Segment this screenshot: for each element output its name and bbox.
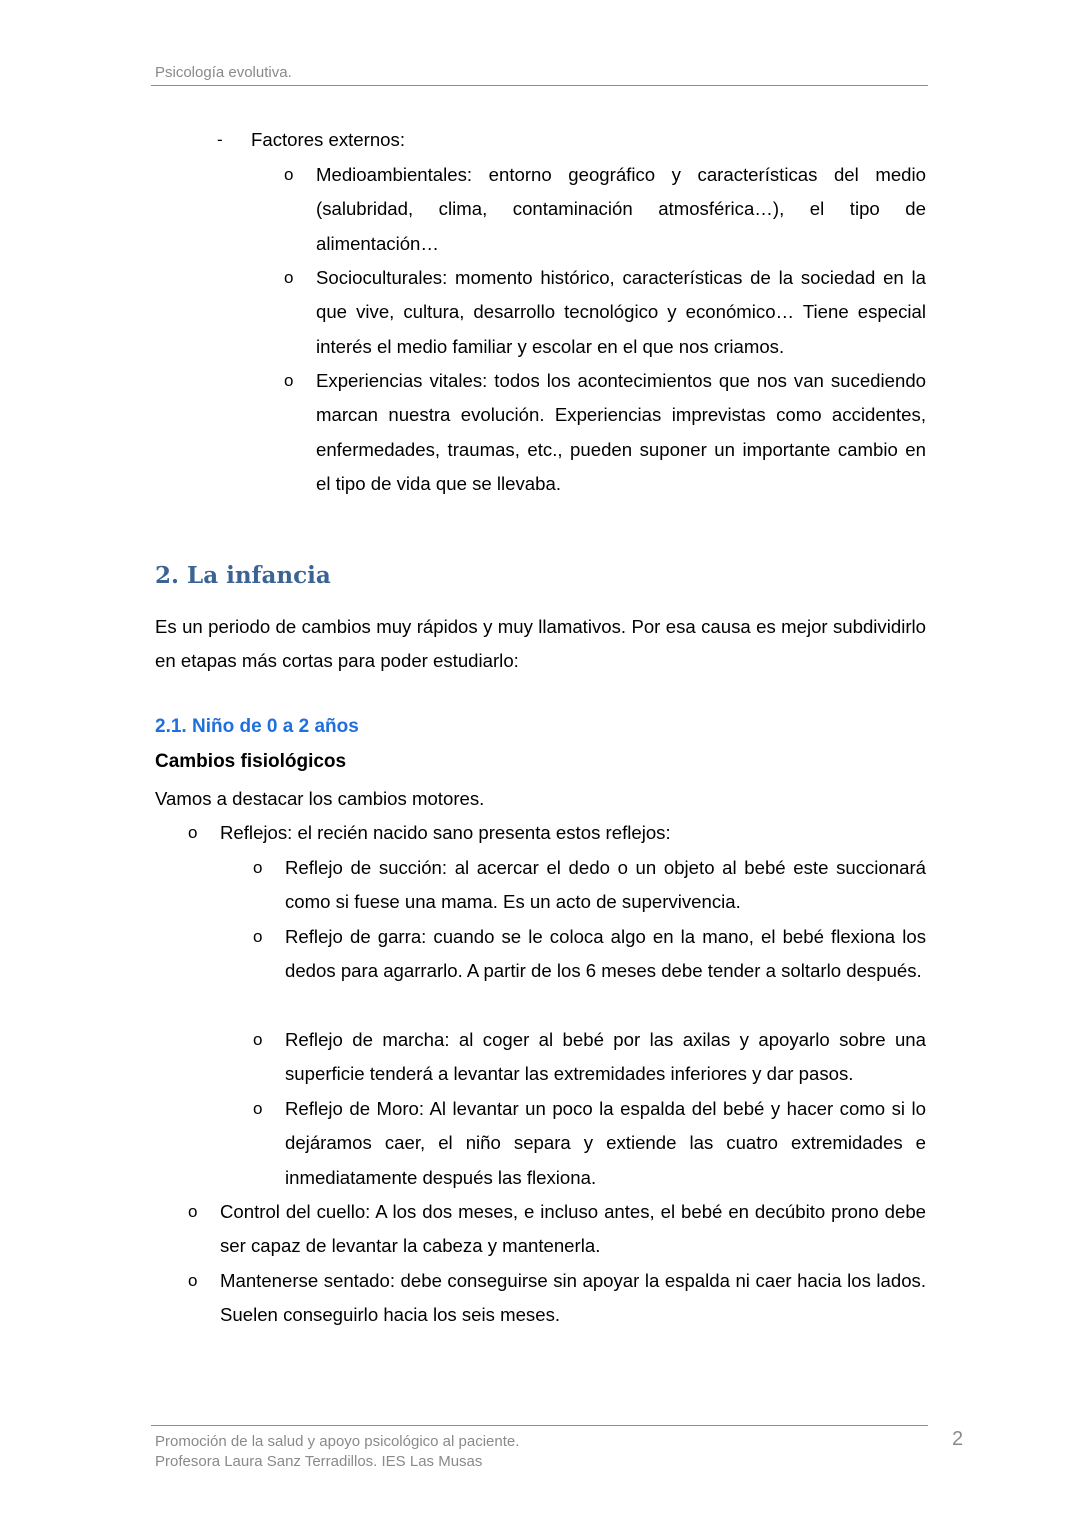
list-item: Medioambientales: entorno geográfico y características del medio (salubridad, clima, contaminación atmosférica…), el tipo de alimentación… [316, 164, 926, 254]
bullet: o [284, 371, 294, 390]
section-title: 2. La infancia [155, 562, 331, 589]
header-rule [151, 85, 928, 86]
list-item: Reflejo de garra: cuando se le coloca algo en la mano, el bebé flexiona los dedos para agarrarlo. A partir de los 6 meses debe tender a soltarlo después. [285, 926, 926, 982]
page-number: 2 [952, 1428, 964, 1450]
bullet: o [253, 858, 263, 877]
footer-rule [151, 1425, 928, 1426]
factores-label: Factores externos: [251, 129, 405, 150]
bullet: o [284, 165, 294, 184]
bullet: o [188, 1202, 198, 1221]
subheading: Cambios fisiológicos [155, 751, 347, 772]
subsection-title: 2.1. Niño de 0 a 2 años [155, 716, 359, 737]
list-item: Control del cuello: A los dos meses, e incluso antes, el bebé en decúbito prono debe ser capaz de levantar la cabeza y mantenerla. [220, 1201, 926, 1257]
bullet: o [253, 1099, 263, 1118]
footer-line-2: Profesora Laura Sanz Terradillos. IES Las Musas [155, 1453, 483, 1470]
bullet: o [253, 927, 263, 946]
list-item: Mantenerse sentado: debe conseguirse sin apoyar la espalda ni caer hacia los lados. Suelen conseguirlo hacia los seis meses. [220, 1270, 926, 1326]
bullet: o [284, 268, 294, 287]
list-item: Reflejo de Moro: Al levantar un poco la espalda del bebé y hacer como si lo dejáramos caer, el niño separa y extiende las cuatro extremidades e inmediatamente después las flexiona. [285, 1098, 926, 1188]
bullet: o [188, 1271, 198, 1290]
footer [155, 1432, 519, 1472]
bullet: o [188, 823, 198, 842]
list-item: Socioculturales: momento histórico, características de la sociedad en la que vive, cultura, desarrollo tecnológico y económico… Tiene especial interés el medio familiar y escolar en el que nos criamos. [316, 267, 926, 357]
lead-text: Vamos a destacar los cambios motores. [155, 788, 485, 809]
list-item: Experiencias vitales: todos los acontecimientos que nos van sucediendo marcan nuestra evolución. Experiencias imprevistas como accidentes, enfermedades, traumas, etc., pueden suponer un importante cambio en el tipo de vida que se llevaba. [316, 370, 926, 495]
list-item: Reflejo de marcha: al coger al bebé por las axilas y apoyarlo sobre una superficie tenderá a levantar las extremidades inferiores y dar pasos. [285, 1029, 926, 1085]
intro-paragraph: Es un periodo de cambios muy rápidos y muy llamativos. Por esa causa es mejor subdividirlo en etapas más cortas para poder estudiarlo: [155, 616, 926, 672]
list-item: Reflejos: el recién nacido sano presenta estos reflejos: [220, 822, 671, 843]
running-header: Psicología evolutiva. [155, 64, 292, 81]
bullet: o [253, 1030, 263, 1049]
list-item: Reflejo de succión: al acercar el dedo o un objeto al bebé este succionará como si fuese una mama. Es un acto de supervivencia. [285, 857, 926, 913]
dash-bullet: - [217, 130, 223, 149]
footer-line-1: Promoción de la salud y apoyo psicológico al paciente. [155, 1433, 520, 1450]
